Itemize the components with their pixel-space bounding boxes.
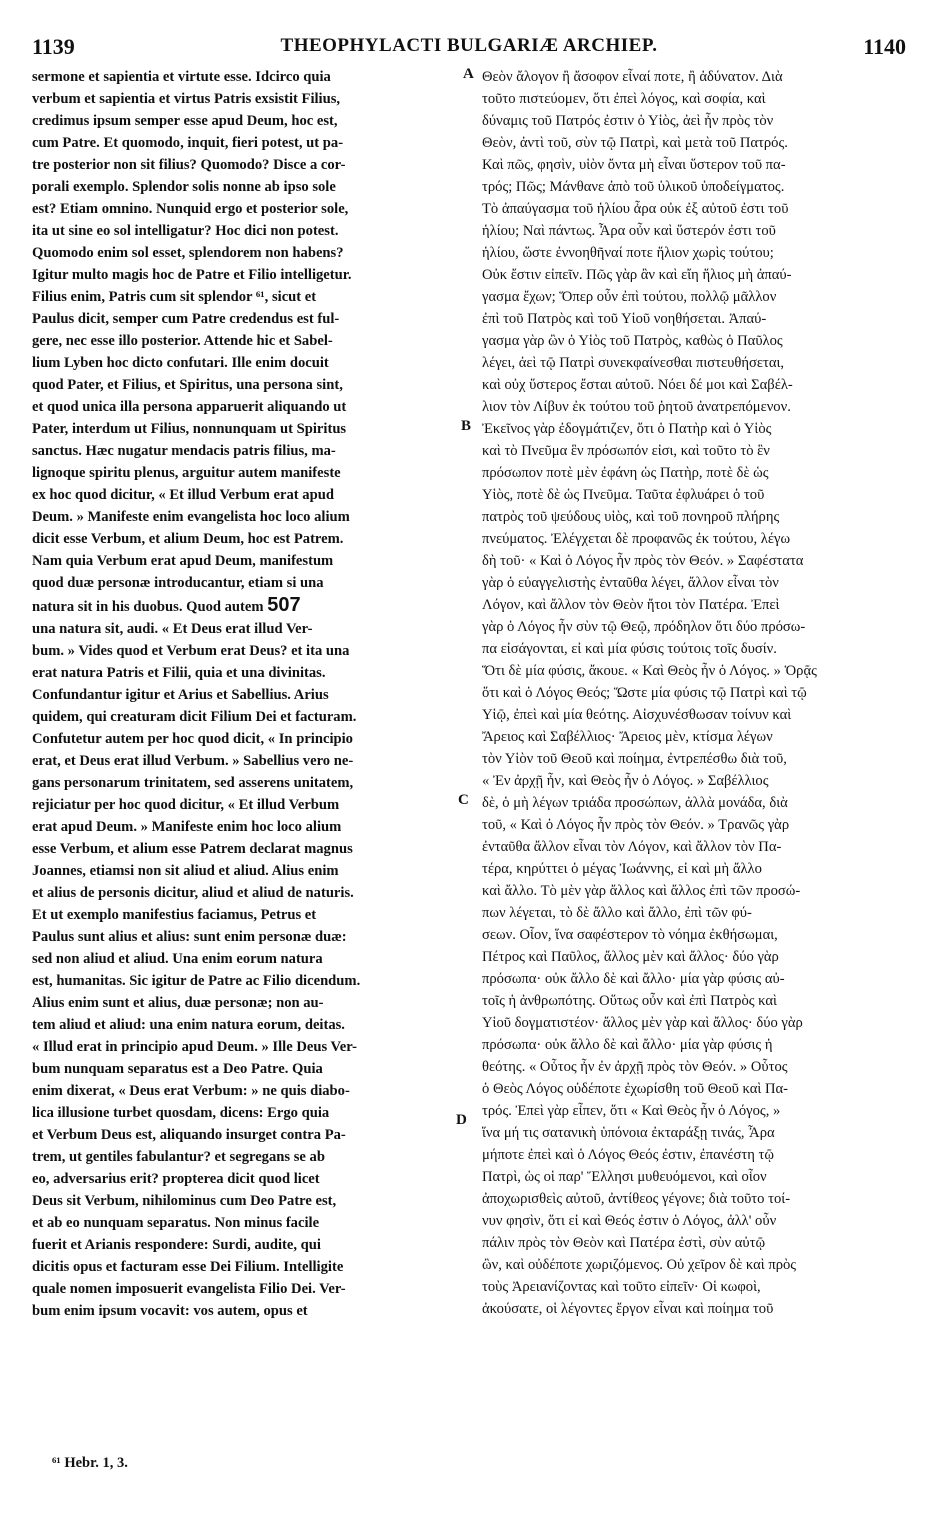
greek-line-text: Πατρὶ, ὡς οἱ παρ' Ἕλλησι μυθευόμενοι, καὶ οἷον [482,1169,767,1185]
latin-line-text: credimus ipsum semper esse apud Deum, hoc est, [32,113,338,129]
greek-line-text: Καὶ πῶς, φησὶν, υἱὸν ὄντα μὴ εἶναι ὕστερον τοῦ πα- [482,157,786,173]
latin-line-text: dicit esse Verbum, et alium Deum, hoc est Patrem. [32,531,344,547]
latin-line [32,1102,454,1124]
latin-line [32,528,454,550]
latin-line-text: Pater, interdum ut Filius, nonnunquam ut Spiritus [32,421,347,437]
latin-line [32,684,454,706]
column-number: 507 [267,594,301,616]
latin-line-text: Quomodo enim sol esset, splendorem non habens? [32,245,344,261]
greek-line [482,110,906,132]
latin-line-text: bum enim ipsum vocavit: vos autem, opus et [32,1303,308,1319]
latin-line-text: porali exemplo. Splendor solis nonne ab ipso sole [32,179,336,195]
latin-line [32,1168,454,1190]
latin-line [32,860,454,882]
right-page-number: 1140 [863,34,906,59]
greek-line [482,880,906,902]
greek-line-text: τοὺς Ἀρειανίζοντας καὶ τοῦτο εἰπεῖν· Οἱ κωφοὶ, [482,1279,761,1295]
greek-line [482,1188,906,1210]
greek-line [482,462,906,484]
greek-line-text: γὰρ ὁ Λόγος ἦν σὺν τῷ Θεῷ, πρόδηλον ὅτι δύο πρόσω- [482,619,806,635]
latin-line [32,1080,454,1102]
greek-line [482,308,906,330]
greek-line-text: δύναμις τοῦ Πατρός ἐστιν ὁ Υἱὸς, ἀεὶ ἦν πρὸς τὸν [482,113,774,129]
greek-line-text: καὶ τὸ Πνεῦμα ἓν πρόσωπόν εἰσι, καὶ τοῦτο τὸ ἓν [482,443,770,459]
latin-line [32,1212,454,1234]
latin-line [32,308,454,330]
latin-line [32,594,454,618]
greek-line [482,792,906,814]
latin-line-text: Deum. » Manifeste enim evangelista hoc loco alium [32,509,350,525]
latin-line-text: Igitur multo magis hoc de Patre et Filio intelligetur. [32,267,352,283]
greek-line [482,1034,906,1056]
greek-line-text: Υἱοῦ δογματιστέον· ἄλλος μὲν γὰρ καὶ ἄλλος· δύο γὰρ [482,1015,803,1031]
latin-line [32,418,454,440]
greek-line-text: καὶ ἄλλο. Τὸ μὲν γὰρ ἄλλος καὶ ἄλλος ἐπὶ τῶν προσώ- [482,883,801,899]
greek-line [482,88,906,110]
greek-line [482,440,906,462]
latin-line [32,816,454,838]
latin-line-text: gans personarum trinitatem, sed asserens unitatem, [32,775,354,791]
latin-line [32,772,454,794]
greek-line-text: Τὸ ἀπαύγασμα τοῦ ἡλίου ἆρα οὐκ ἐξ αὐτοῦ ἐστι τοῦ [482,201,789,217]
latin-line-text: « Illud erat in principio apud Deum. » Ille Deus Ver- [32,1039,358,1055]
latin-line [32,926,454,948]
latin-line-text: rejiciatur per hoc quod dicitur, « Et illud Verbum [32,797,340,813]
greek-line-text: τοῦ, « Καὶ ὁ Λόγος ἦν πρὸς τὸν Θεόν. » Τρανῶς γὰρ [482,817,790,833]
latin-line [32,1124,454,1146]
latin-line [32,88,454,110]
running-title: THEOPHYLACTI BULGARIÆ ARCHIEP. [280,35,658,56]
latin-line-text: sed non aliud et aliud. Una enim eorum natura [32,951,323,967]
greek-line [482,550,906,572]
greek-line-text: Ἄρειος καὶ Σαβέλλιος· Ἄρειος μὲν, κτίσμα λέγων [482,729,773,745]
greek-line [482,1012,906,1034]
greek-line-text: λέγει, ἀεὶ τῷ Πατρὶ συνεκφαίνεσθαι πιστευθήσεται, [482,355,785,371]
latin-line [32,286,454,308]
latin-line [32,1190,454,1212]
greek-line-text: ἀκούσατε, οἱ λέγοντες ἔργον εἶναι καὶ ποίημα τοῦ [482,1301,774,1317]
greek-line [482,726,906,748]
greek-line-text: ἡλίου, ὥστε ἐννοηθῆναί ποτε ἥλιον χωρὶς τούτου; [482,245,774,261]
latin-line [32,662,454,684]
greek-line-text: ἐνταῦθα ἄλλον εἶναι τὸν Λόγον, καὶ ἄλλον τὸν Πα- [482,839,782,855]
latin-line-text: natura sit in his duobus. Quod autem [32,599,264,615]
greek-line-text: ἵνα μή τις σατανικὴ ὑπόνοια ἐκταράξῃ τινάς, Ἆρα [482,1125,775,1141]
greek-line [482,154,906,176]
latin-line-text: lium Lyben hoc dicto confutari. Ille enim docuit [32,355,329,371]
left-page-number: 1139 [32,34,75,59]
latin-line [32,1036,454,1058]
latin-line [32,882,454,904]
latin-line [32,132,454,154]
latin-line-text: tre posterior non sit filius? Quomodo? Disce a cor- [32,157,346,173]
greek-line [482,286,906,308]
greek-line [482,902,906,924]
greek-line [482,660,906,682]
margin-marker-c: C [458,792,469,808]
greek-line [482,594,906,616]
latin-line-text: bum nunquam separatus est a Deo Patre. Quia [32,1061,323,1077]
greek-line [482,132,906,154]
latin-line [32,66,454,88]
greek-line [482,1144,906,1166]
greek-line [482,264,906,286]
latin-line-text: Joannes, etiamsi non sit aliud et aliud. Alius enim [32,863,339,879]
latin-line-text: quod duæ personæ introducantur, etiam si una [32,575,324,591]
greek-line-text: ἐπὶ τοῦ Πατρὸς καὶ τοῦ Υἱοῦ νοηθήσεται. Ἀπαύ- [482,311,767,327]
latin-line-text: erat apud Deum. » Manifeste enim hoc loco alium [32,819,342,835]
greek-line [482,1122,906,1144]
latin-line [32,198,454,220]
greek-line-text: ὅτι καὶ ὁ Λόγος Θεός; Ὥστε μία φύσις τῷ Πατρὶ καὶ τῷ [482,685,807,701]
latin-line [32,572,454,594]
greek-line-text: γασμα γὰρ ὢν ὁ Υἱὸς τοῦ Πατρὸς, καθὼς ὁ Παῦλος [482,333,783,349]
latin-line [32,506,454,528]
latin-line [32,330,454,352]
greek-line-text: Πέτρος καὶ Παῦλος, ἄλλος μὲν καὶ ἄλλος· δύο γὰρ [482,949,779,965]
latin-line [32,640,454,662]
greek-line-text: γὰρ ὁ εὐαγγελιστὴς ἐνταῦθα λέγει, ἄλλον εἶναι τὸν [482,575,779,591]
greek-line-text: δὴ τοῦ· « Καὶ ὁ Λόγος ἦν πρὸς τὸν Θεόν. » Σαφέστατα [482,553,804,569]
greek-line [482,770,906,792]
latin-line-text: erat natura Patris et Filii, quia et una divinitas. [32,665,326,681]
greek-line-text: πρόσωπον ποτὲ μὲν ἐφάνη ὡς Πατὴρ, ποτὲ δὲ ὡς [482,465,769,481]
latin-line-text: et Verbum Deus est, aliquando insurget contra Pa- [32,1127,346,1143]
latin-line [32,242,454,264]
greek-line [482,396,906,418]
greek-line-text: Υἱῷ, ἐπεὶ καὶ μία θεότης. Αἰσχυνέσθωσαν τοίνυν καὶ [482,707,792,723]
latin-line-text: Confundantur igitur et Arius et Sabellius. Arius [32,687,329,703]
latin-line [32,484,454,506]
greek-line-text: σεων. Οἷον, ἵνα σαφέστερον τὸ νόημα ἐκθήσωμαι, [482,927,778,943]
margin-marker-a: A [463,66,474,82]
latin-line [32,1146,454,1168]
greek-line [482,198,906,220]
greek-line-text: Λόγον, καὶ ἄλλον τὸν Θεὸν ἤτοι τὸν Πατέρα. Ἐπεὶ [482,597,780,613]
latin-line-text: ita ut sine eo sol intelligatur? Hoc dici non potest. [32,223,339,239]
latin-line-text: est? Etiam omnino. Nunquid ergo et posterior sole, [32,201,349,217]
latin-column [32,66,454,1322]
latin-line-text: Nam quia Verbum erat apud Deum, manifestum [32,553,334,569]
latin-line-text: Paulus sunt alius et alius: sunt enim personæ duæ: [32,929,347,945]
latin-line [32,1256,454,1278]
latin-line-text: lica illusione turbet quosdam, dicens: Ergo quia [32,1105,330,1121]
latin-line-text: gere, nec esse illo posterior. Attende hic et Sabel- [32,333,333,349]
margin-marker-d: D [456,1112,467,1128]
greek-line-text: ὁ Θεὸς Λόγος οὐδέποτε ἐχωρίσθη τοῦ Θεοῦ καὶ Πα- [482,1081,789,1097]
greek-line-text: νυν φησὶν, ὅτι εἰ καὶ Θεός ἐστιν ὁ Λόγος, ἀλλ' οὖν [482,1213,777,1229]
latin-line [32,706,454,728]
latin-line [32,1300,454,1322]
latin-line [32,1278,454,1300]
latin-line-text: eo, adversarius erit? propterea dicit quod licet [32,1171,320,1187]
latin-line [32,1234,454,1256]
greek-line-text: Θεὸν ἄλογον ἢ ἄσοφον εἶναί ποτε, ἢ ἀδύνατον. Διὰ [482,69,783,85]
greek-line [482,484,906,506]
latin-line-text: Confutetur autem per hoc quod dicit, « In principio [32,731,353,747]
latin-line-text: una natura sit, audi. « Et Deus erat illud Ver- [32,621,313,637]
latin-line [32,154,454,176]
latin-line [32,618,454,640]
latin-line-text: verbum et sapientia et virtus Patris exsistit Filius, [32,91,341,107]
latin-line [32,374,454,396]
latin-line-text: esse Verbum, et alium esse Patrem declarat magnus [32,841,353,857]
greek-line [482,572,906,594]
greek-line-text: πρόσωπα· οὐκ ἄλλο δὲ καὶ ἄλλο· μία γὰρ φύσις ἡ [482,1037,773,1053]
greek-line [482,1056,906,1078]
latin-line-text: et quod unica illa persona apparuerit aliquando ut [32,399,347,415]
latin-line [32,462,454,484]
greek-line-text: ἀποχωρισθεὶς αὐτοῦ, ἀντίθεος γέγονε; διὰ τοῦτο τοί- [482,1191,791,1207]
greek-line-text: τρός. Ἐπεὶ γὰρ εἶπεν, ὅτι « Καὶ Θεὸς ἦν ὁ Λόγος, » [482,1103,781,1119]
greek-line-text: τρός; Πῶς; Μάνθανε ἀπὸ τοῦ ὑλικοῦ ὑποδείγματος. [482,179,785,195]
latin-line-text: Deus sit Verbum, nihilominus cum Deo Patre est, [32,1193,337,1209]
margin-marker-b: B [461,418,472,434]
greek-line [482,242,906,264]
greek-line-text: δὲ, ὁ μὴ λέγων τριάδα προσώπων, ἀλλὰ μονάδα, διὰ [482,795,788,811]
latin-line [32,1058,454,1080]
greek-line-text: πα εἰσάγονται, εἰ καὶ μία φύσις τούτοις τοῖς δυσίν. [482,641,777,657]
greek-line-text: πνεύματος. Ἐλέγχεται δὲ προφανῶς ἐκ τούτου, λέγω [482,531,791,547]
greek-line [482,1298,906,1320]
greek-line-text: γασμα ἔχων; Ὅπερ οὖν ἐπὶ τούτου, πολλῷ μᾶλλον [482,289,777,305]
latin-line [32,176,454,198]
greek-line [482,682,906,704]
greek-line [482,176,906,198]
latin-line [32,110,454,132]
greek-line [482,1276,906,1298]
greek-line-text: ὢν, καὶ οὐδέποτε χωριζόμενος. Οὐ χεῖρον δὲ καὶ πρὸς [482,1257,797,1273]
greek-line [482,374,906,396]
latin-line [32,352,454,374]
greek-line [482,858,906,880]
latin-line-text: fuerit et Arianis respondere: Surdi, audite, qui [32,1237,321,1253]
greek-line [482,506,906,528]
latin-line-text: tem aliud et aliud: una enim natura eorum, deitas. [32,1017,345,1033]
latin-line [32,948,454,970]
greek-line-text: πατρὸς τοῦ ψεύδους υἱὸς, καὶ τοῦ πονηροῦ πλήρης [482,509,780,525]
latin-line-text: enim dixerat, « Deus erat Verbum: » ne quis diabo- [32,1083,350,1099]
latin-line-text: sanctus. Hæc nugatur mendacis patris filius, ma- [32,443,336,459]
greek-line [482,330,906,352]
latin-line [32,220,454,242]
greek-line-text: τοῖς ἡ ἀνθρωπότης. Οὕτως οὖν καὶ ἐπὶ Πατρὸς καὶ [482,993,777,1009]
greek-line [482,1254,906,1276]
greek-line [482,1100,906,1122]
latin-line-text: Filius enim, Patris cum sit splendor ⁶¹, sicut et [32,289,317,305]
greek-line [482,836,906,858]
greek-line-text: πρόσωπα· οὐκ ἄλλο δὲ καὶ ἄλλο· μία γὰρ φύσις αὐ- [482,971,785,987]
greek-line [482,66,906,88]
greek-line-text: πων λέγεται, τὸ δὲ ἄλλο καὶ ἄλλο, ἐπὶ τῶν φύ- [482,905,752,921]
greek-line [482,946,906,968]
greek-line-text: θεότης. « Οὗτος ἦν ἐν ἀρχῇ πρὸς τὸν Θεόν. » Οὗτος [482,1059,788,1075]
greek-line [482,220,906,242]
latin-line-text: Alius enim sunt et alius, duæ personæ; non au- [32,995,324,1011]
latin-line-text: quidem, qui creaturam dicit Filium Dei et facturam. [32,709,357,725]
latin-line-text: et ab eo nunquam separatus. Non minus facile [32,1215,320,1231]
greek-line-text: Οὐκ ἔστιν εἰπεῖν. Πῶς γὰρ ἂν καὶ εἴη ἥλιος μὴ ἀπαύ- [482,267,792,283]
latin-line-text: bum. » Vides quod et Verbum erat Deus? et ita una [32,643,350,659]
greek-line [482,1166,906,1188]
greek-line-text: Ἐκεῖνος γὰρ ἐδογμάτιζεν, ὅτι ὁ Πατὴρ καὶ ὁ Υἱὸς [482,421,772,437]
latin-line [32,794,454,816]
greek-line-text: Θεὸν, ἀντὶ τοῦ, σὺν τῷ Πατρὶ, καὶ μετὰ τοῦ Πατρός. [482,135,788,151]
latin-line [32,992,454,1014]
greek-line [482,352,906,374]
page-header [32,34,906,66]
latin-line [32,440,454,462]
latin-line-text: erat, et Deus erat illud Verbum. » Sabellius vero ne- [32,753,354,769]
greek-line [482,924,906,946]
latin-line-text: Paulus dicit, semper cum Patre credendus est ful- [32,311,340,327]
greek-line-text: τὸν Υἱὸν τοῦ Θεοῦ καὶ ποίημα, ἐντρεπέσθω διὰ τοῦ, [482,751,787,767]
greek-line-text: λιον τὸν Λίβυν ἐκ τούτου τοῦ ῥητοῦ ἀνατρεπόμενον. [482,399,791,415]
greek-line [482,418,906,440]
greek-line [482,990,906,1012]
latin-line [32,728,454,750]
latin-line-text: quod Pater, et Filius, et Spiritus, una persona sint, [32,377,343,393]
latin-line-text: est, humanitas. Sic igitur de Patre ac Filio dicendum. [32,973,361,989]
greek-line [482,528,906,550]
latin-line [32,750,454,772]
greek-line [482,704,906,726]
greek-line [482,616,906,638]
greek-line-text: πάλιν πρὸς τὸν Θεὸν καὶ Πατέρα ἐστὶ, σὺν αὐτῷ [482,1235,766,1251]
greek-line-text: τοῦτο πιστεύομεν, ὅτι ἐπεὶ λόγος, καὶ σοφία, καὶ [482,91,766,107]
greek-line [482,814,906,836]
greek-line-text: μήποτε ἐπεὶ καὶ ὁ Λόγος Θεός ἐστιν, ἐπανέστη τῷ [482,1147,775,1163]
latin-line-text: lignoque spiritu plenus, arguitur autem manifeste [32,465,341,481]
greek-line-text: Ὅτι δὲ μία φύσις, ἄκουε. « Καὶ Θεὸς ἦν ὁ Λόγος. » Ὁρᾷς [482,663,817,679]
latin-line [32,1014,454,1036]
latin-line [32,396,454,418]
latin-line-text: dicitis opus et facturam esse Dei Filium. Intelligite [32,1259,344,1275]
greek-line [482,1210,906,1232]
greek-line-text: Υἱὸς, ποτὲ δὲ ὡς Πνεῦμα. Ταῦτα ἐφλυάρει ὁ τοῦ [482,487,765,503]
latin-line [32,970,454,992]
footnote: ⁶¹ Hebr. 1, 3. [52,1455,128,1471]
latin-line-text: ex hoc quod dicitur, « Et illud Verbum erat apud [32,487,334,503]
latin-line-text: Et ut exemplo manifestius faciamus, Petrus et [32,907,317,923]
greek-line [482,638,906,660]
latin-line [32,264,454,286]
latin-line [32,838,454,860]
greek-line [482,748,906,770]
latin-line-text: sermone et sapientia et virtute esse. Idcirco quia [32,69,331,85]
greek-line-text: τέρα, κηρύττει ὁ μέγας Ἰωάννης, εἰ καὶ μὴ ἄλλο [482,861,762,877]
greek-column [482,66,906,1320]
latin-line [32,550,454,572]
greek-line [482,1232,906,1254]
greek-line [482,1078,906,1100]
latin-line-text: trem, ut gentiles fabulantur? et segregans se ab [32,1149,325,1165]
greek-line-text: καὶ οὐχ ὕστερος ἔσται αὐτοῦ. Νόει δέ μοι καὶ Σαβέλ- [482,377,793,393]
greek-line [482,968,906,990]
latin-line-text: et alius de personis dicitur, aliud et aliud de naturis. [32,885,354,901]
greek-line-text: « Ἐν ἀρχῇ ἦν, καὶ Θεὸς ἦν ὁ Λόγος. » Σαβέλλιος [482,773,769,789]
latin-line-text: quale nomen imposuerit evangelista Filio Dei. Ver- [32,1281,346,1297]
latin-line-text: cum Patre. Et quomodo, inquit, fieri potest, ut pa- [32,135,344,151]
greek-line-text: ἡλίου; Ναὶ πάντως. Ἆρα οὖν καὶ ὕστερόν ἐστι τοῦ [482,223,776,239]
latin-line [32,904,454,926]
